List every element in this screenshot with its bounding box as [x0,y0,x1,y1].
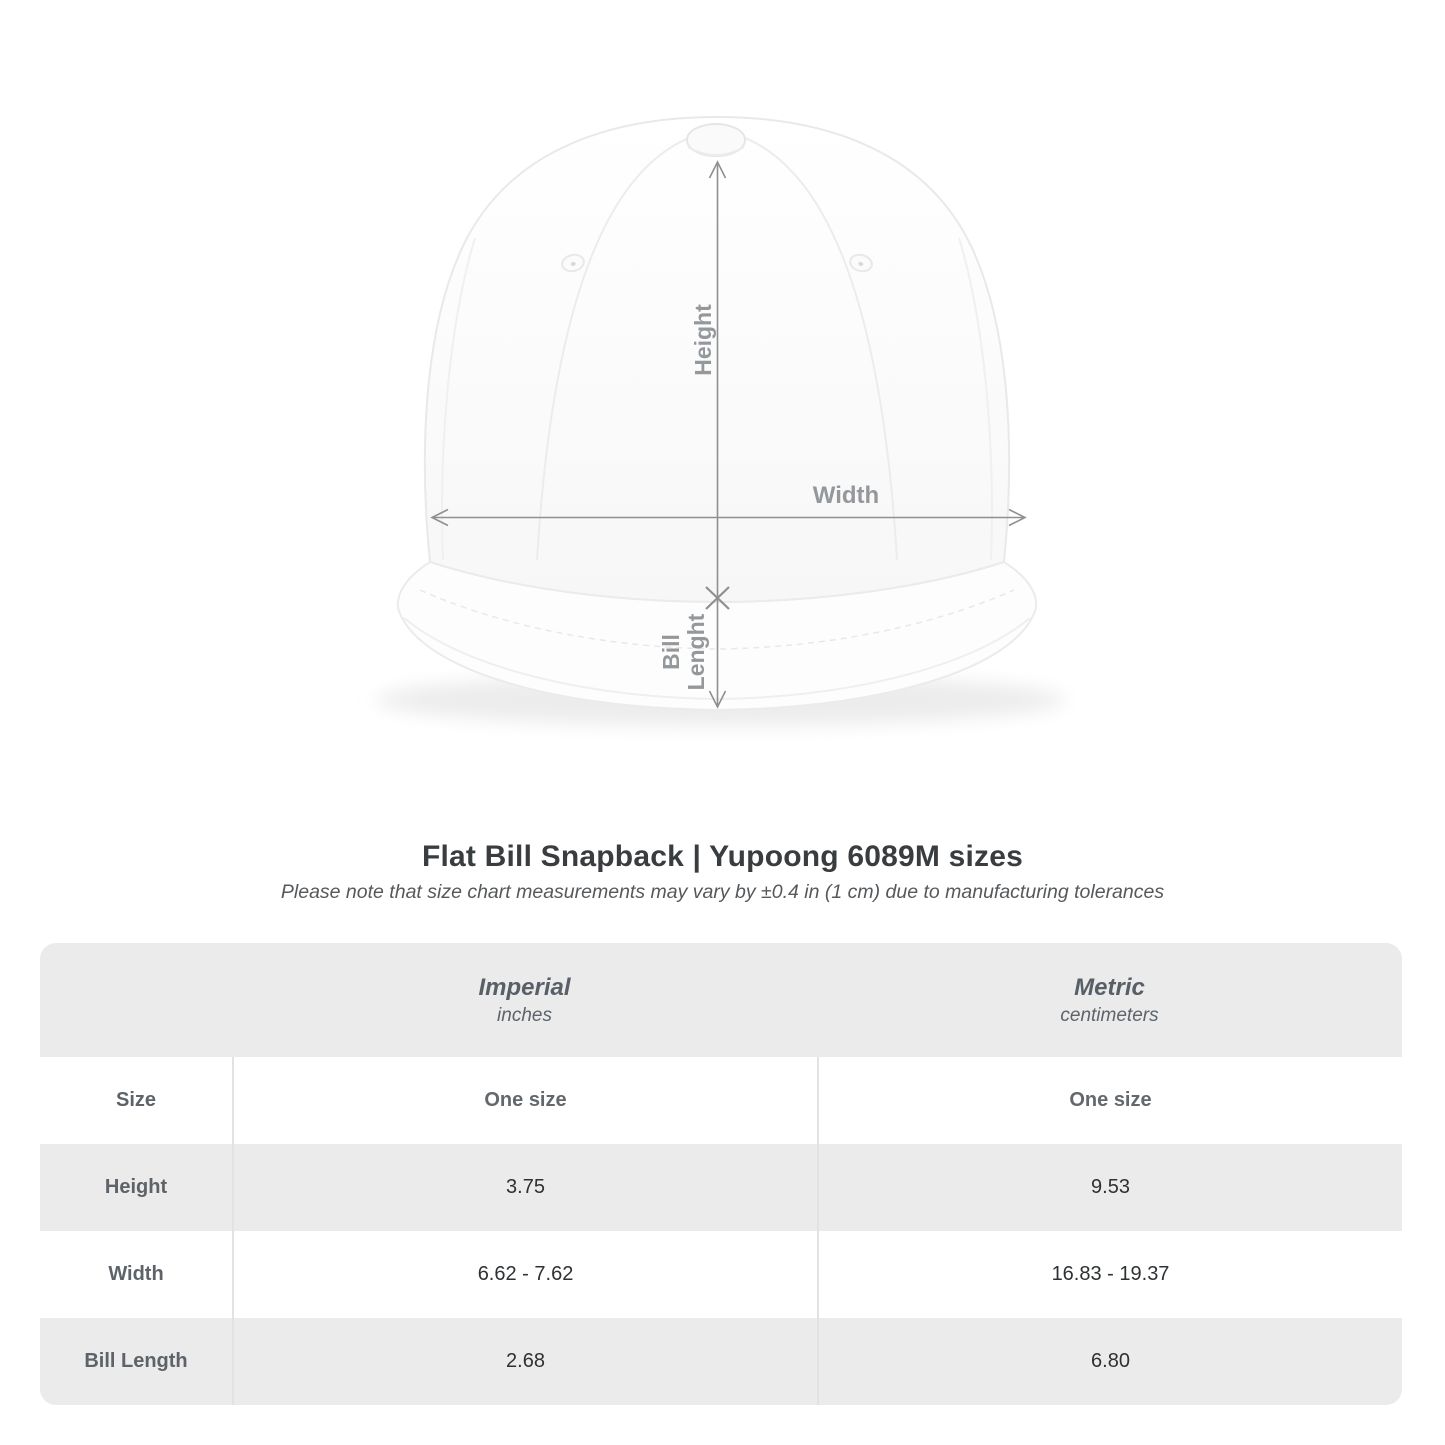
table-row-bill-length [40,1318,1402,1405]
svg-text:Bill: Bill [658,634,684,670]
size-chart-table [40,943,1402,1405]
metric-label: Metric [1074,973,1145,1001]
page-title: Flat Bill Snapback | Yupoong 6089M sizes [421,840,1023,873]
metric-unit-label: centimeters [1060,1004,1159,1026]
table-row-size [40,1057,1402,1144]
imperial-value: 2.68 [232,1318,817,1405]
imperial-label: Imperial [478,973,571,1001]
imperial-column-header [232,974,817,1027]
row-label: Width [108,1263,164,1285]
row-label: Height [104,1176,168,1198]
metric-value: 16.83 - 19.37 [817,1231,1402,1318]
row-label: Bill Length [84,1350,188,1372]
hat-button [687,124,745,156]
width-dimension-label: Width [812,482,880,509]
title-block [0,840,1445,904]
table-row-width [40,1231,1402,1318]
metric-value: One size [817,1057,1402,1144]
svg-text:Lenght: Lenght [683,613,709,691]
page-subtitle: Please note that size chart measurements may vary by ±0.4 in (1 cm) due to manufacturing tolerances [280,881,1165,903]
imperial-value: 3.75 [232,1144,817,1231]
metric-value: 9.53 [817,1144,1402,1231]
imperial-value: 6.62 - 7.62 [232,1231,817,1318]
size-chart-header [40,943,1402,1057]
imperial-value: One size [232,1057,817,1144]
metric-value: 6.80 [817,1318,1402,1405]
height-dimension-label: Height [690,304,716,376]
row-label: Size [115,1089,157,1111]
imperial-unit-label: inches [497,1004,552,1026]
metric-column-header [817,974,1402,1027]
size-chart-body [40,1057,1402,1405]
table-row-height [40,1144,1402,1231]
